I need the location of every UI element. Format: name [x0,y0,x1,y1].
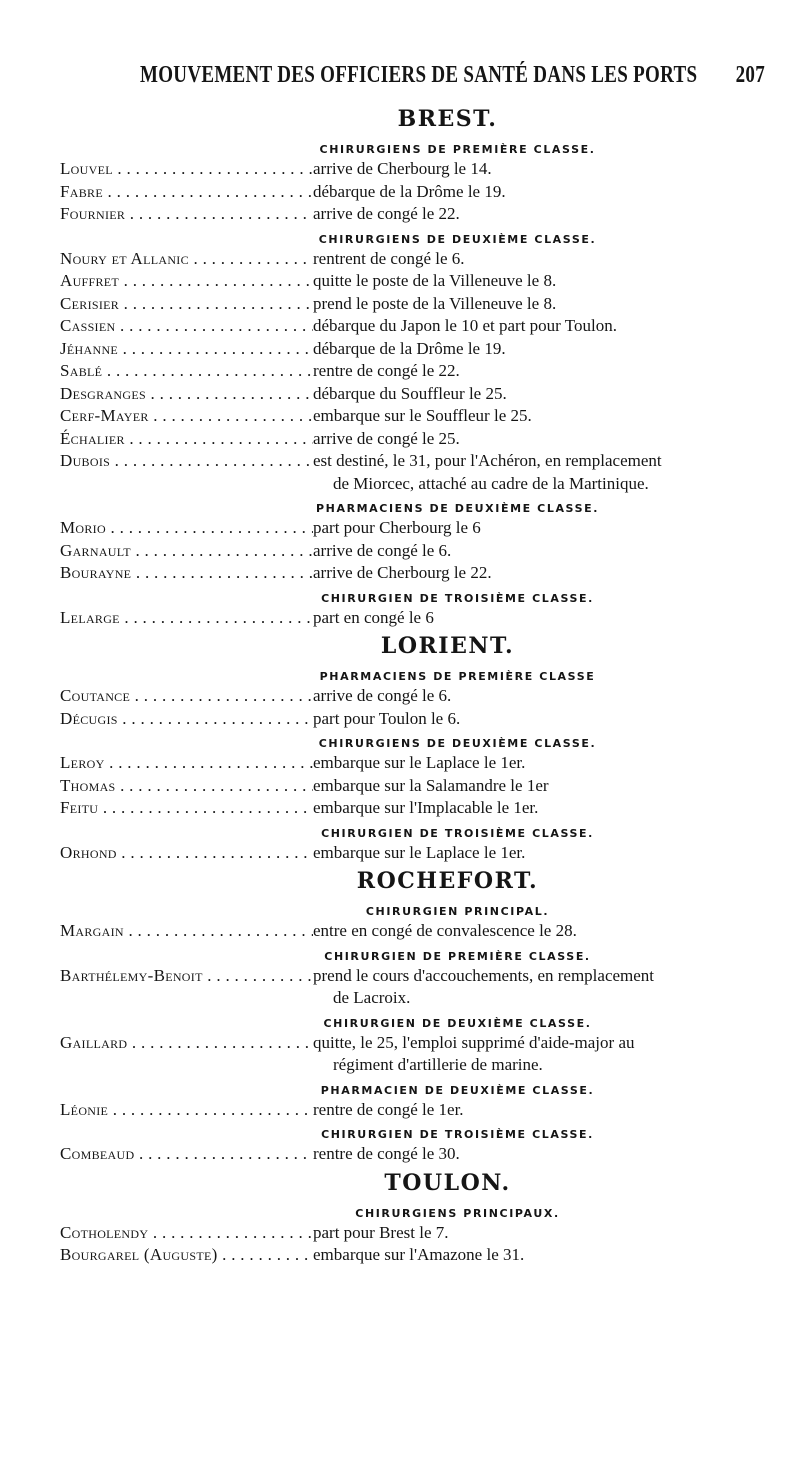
movement-text: arrive de congé le 22. [313,204,460,223]
officer-name: Bourgarel (Auguste) . . . [60,1244,313,1267]
movement-entry [60,338,765,361]
port-block [60,864,765,1166]
movement-description [313,428,765,451]
section-heading: PHARMACIENS DE DEUXIÈME CLASSE. [315,502,600,515]
officer-name: Combeaud . . . [60,1143,313,1166]
movement-description [313,248,765,271]
officer-name: Cerisier . . . [60,293,313,316]
movement-entry [60,293,765,316]
movement-text: débarque du Japon le 10 et part pour Toulon. [313,316,617,335]
section-heading: PHARMACIENS DE PREMIÈRE CLASSE [319,670,596,683]
officer-name: Cotholendy . . . [60,1222,313,1245]
movement-entry [60,965,765,1010]
movement-text: part pour Toulon le 6. [313,708,461,728]
movement-description [313,450,765,495]
movement-text: prend le poste de la Villeneuve le 8. [313,293,557,313]
movement-description [313,203,765,226]
movement-entry [60,562,765,585]
officer-name: Jéhanne . . . [60,338,313,361]
port-block [60,629,765,864]
movement-entry [60,270,765,293]
officer-name: Gaillard . . . [60,1032,313,1077]
officer-name: Thomas . . . [60,775,313,798]
movement-description [313,158,765,181]
movement-description [313,797,765,820]
movement-description [313,685,765,708]
movement-description [313,517,765,540]
movement-entry [60,1244,765,1267]
section-heading: CHIRURGIEN PRINCIPAL. [365,905,550,918]
movement-entry [60,920,765,943]
movement-text: est destiné, le 31, pour l'Achéron, en remplacement [313,451,662,470]
movement-description [313,775,765,798]
movement-description [313,181,765,204]
movement-entry [60,360,765,383]
movement-description [313,315,765,338]
officer-name: Décugis . . . [60,708,313,731]
running-header [140,62,765,90]
movement-description [313,293,765,316]
movement-text-continued: de Lacroix. [333,988,411,1007]
movement-description [313,540,765,563]
movement-description [313,338,765,361]
page-number: 207 [735,62,765,89]
officer-name: Cerf-Mayer . . . [60,405,313,428]
movement-text: embarque sur la Salamandre le 1er [313,775,549,795]
port-title: TOULON. [384,1169,511,1196]
section-heading: CHIRURGIEN DE TROISIÈME CLASSE. [321,1128,594,1141]
movement-text: embarque sur le Laplace le 1er. [313,753,526,772]
officer-name: Bourayne . . . [60,562,313,585]
movement-text: arrive de congé le 6. [313,540,452,560]
movement-entry [60,203,765,226]
movement-text: part pour Brest le 7. [313,1222,449,1242]
movement-entry [60,685,765,708]
officer-name: Sablé . . . [60,360,313,383]
movement-description [313,405,765,428]
movement-description [313,1244,765,1267]
movement-text: débarque de la Drôme le 19. [313,338,506,358]
officer-name: Desgranges . . . [60,383,313,406]
movement-entry [60,607,765,630]
movement-text: rentre de congé le 22. [313,361,460,380]
movement-entry [60,383,765,406]
movement-entry [60,405,765,428]
movement-entry [60,752,765,775]
movement-description [313,708,765,731]
movement-description [313,752,765,775]
movement-text-continued: régiment d'artillerie de marine. [333,1055,543,1074]
movement-text: embarque sur le Souffleur le 25. [313,406,532,425]
section-heading: CHIRURGIENS DE DEUXIÈME CLASSE. [318,737,597,750]
movement-text: part pour Cherbourg le 6 [313,518,481,537]
officer-name: Orhond . . . [60,842,313,865]
port-title: BREST. [397,106,498,132]
officer-name: Leroy . . . [60,752,313,775]
movement-text: entre en congé de convalescence le 28. [313,921,577,940]
officer-name: Louvel . . . [60,158,313,181]
movement-entry [60,248,765,271]
movement-text: prend le cours d'accouchements, en remplacement [313,965,655,985]
movement-description [313,360,765,383]
movement-entry [60,1222,765,1245]
port-title: LORIENT. [380,633,515,659]
movement-description [313,920,765,943]
movement-entry [60,181,765,204]
movement-text: quitte, le 25, l'emploi supprimé d'aide-major au [313,1032,635,1052]
officer-name: Dubois . . . [60,450,313,495]
movement-text: quitte le poste de la Villeneuve le 8. [313,271,557,290]
movement-entry [60,450,765,495]
officer-name: Feitu . . . [60,797,313,820]
section-heading: PHARMACIEN DE DEUXIÈME CLASSE. [320,1083,595,1097]
port-title: ROCHEFORT. [356,868,539,894]
officer-name: Garnault . . . [60,540,313,563]
port-block [60,1166,765,1267]
movement-text: embarque sur le Laplace le 1er. [313,842,526,862]
running-title: MOUVEMENT DES OFFICIERS DE SANTÉ DANS LES PORTS [140,62,698,89]
movement-description [313,1143,765,1166]
movement-text-continued: de Miorcec, attaché au cadre de la Martinique. [333,473,649,493]
movement-description [313,1222,765,1245]
officer-name: Coutance . . . [60,685,313,708]
section-heading: CHIRURGIENS DE DEUXIÈME CLASSE. [318,232,597,246]
officer-name: Noury et Allanic . . . [60,248,313,271]
officer-name: Léonie . . . [60,1099,313,1122]
movement-text: arrive de congé le 25. [313,428,460,448]
movement-entry [60,428,765,451]
movement-entry [60,517,765,540]
movement-text: arrive de congé le 6. [313,686,452,705]
officer-name: Morio . . . [60,517,313,540]
movement-description [313,1032,765,1077]
movement-text: rentre de congé le 30. [313,1144,460,1163]
movement-description [313,1099,765,1122]
movement-entry [60,540,765,563]
movement-text: débarque de la Drôme le 19. [313,181,506,201]
movement-entry [60,775,765,798]
movement-text: part en congé le 6 [313,607,434,627]
movement-text: rentre de congé le 1er. [313,1099,464,1119]
officer-name: Cassien . . . [60,315,313,338]
movement-description [313,965,765,1010]
movement-text: arrive de Cherbourg le 14. [313,159,492,178]
movement-entry [60,1143,765,1166]
movement-entry [60,842,765,865]
movement-text: embarque sur l'Implacable le 1er. [313,798,539,817]
movement-entry [60,1032,765,1077]
officer-name: Barthélemy-Benoit . . . [60,965,313,1010]
officer-name: Fournier . . . [60,203,313,226]
movement-entry [60,315,765,338]
movement-description [313,270,765,293]
officer-name: Margain . . . [60,920,313,943]
movement-text: embarque sur l'Amazone le 31. [313,1245,525,1264]
movement-entry [60,158,765,181]
movement-description [313,383,765,406]
movement-description [313,842,765,865]
officer-name: Lelarge . . . [60,607,313,630]
officer-name: Fabre . . . [60,181,313,204]
movement-text: débarque du Souffleur le 25. [313,383,507,403]
officer-name: Échalier . . . [60,428,313,451]
port-block [60,102,765,629]
movements-list [60,102,765,1267]
section-heading: CHIRURGIEN DE DEUXIÈME CLASSE. [323,1016,592,1030]
section-heading: CHIRURGIENS DE PREMIÈRE CLASSE. [319,143,596,156]
movement-entry [60,708,765,731]
movement-description [313,562,765,585]
movement-text: rentrent de congé le 6. [313,248,465,268]
section-heading: CHIRURGIEN DE TROISIÈME CLASSE. [321,826,594,840]
section-heading: CHIRURGIENS PRINCIPAUX. [355,1206,560,1220]
movement-description [313,607,765,630]
movement-entry [60,797,765,820]
movement-text: arrive de Cherbourg le 22. [313,563,492,582]
section-heading: CHIRURGIEN DE TROISIÈME CLASSE. [321,591,594,605]
section-heading: CHIRURGIEN DE PREMIÈRE CLASSE. [324,949,591,963]
movement-entry [60,1099,765,1122]
officer-name: Auffret . . . [60,270,313,293]
